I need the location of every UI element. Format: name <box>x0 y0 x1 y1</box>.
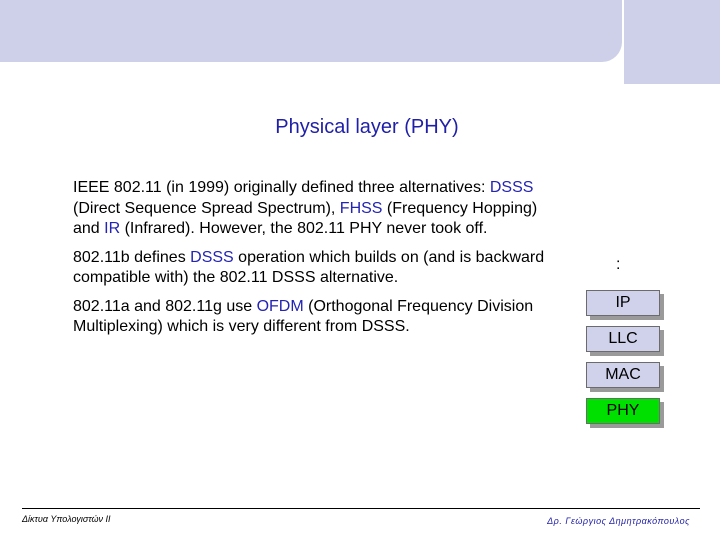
layer-llc: LLC <box>586 326 660 352</box>
text-segment: (Infrared). However, the 802.11 PHY never took off. <box>120 220 488 237</box>
slide-title: Physical layer (PHY) <box>275 116 459 138</box>
text-segment: (Frequency Hopping) and <box>73 199 538 237</box>
footer-author: Δρ. Γεώργιος Δημητρακόπουλος <box>547 516 690 526</box>
layer-ip: IP <box>586 290 660 316</box>
stack-ellipsis: : <box>616 256 621 273</box>
footer-divider <box>22 508 700 509</box>
layer-mac: MAC <box>586 362 660 388</box>
term-dsss: DSSS <box>190 248 234 266</box>
text-segment: (Orthogonal Frequency Division Multiplexing) which is very different from DSSS. <box>73 297 534 335</box>
layer-phy: PHY <box>586 398 660 424</box>
term-ofdm: OFDM <box>256 297 304 315</box>
footer-course: Δίκτυα Υπολογιστών ΙΙ <box>22 514 111 524</box>
text-segment: operation which builds on (and is backward compatible with) the 802.11 DSSS alternative. <box>73 248 545 286</box>
term-ir: IR <box>104 220 121 237</box>
header-decoration-gap <box>0 62 624 84</box>
paragraph-phy-alternatives <box>73 178 553 240</box>
paragraph-80211ag <box>73 297 553 338</box>
text-segment: 802.11a and 802.11g use <box>73 297 257 315</box>
term-dsss: DSSS <box>489 179 534 196</box>
text-segment: 802.11b defines <box>73 248 191 266</box>
term-fhss: FHSS <box>339 199 383 217</box>
text-segment: IEEE 802.11 (in 1999) originally defined three alternatives: <box>73 179 490 196</box>
header-decoration-tab <box>0 0 622 62</box>
paragraph-80211b <box>73 248 553 289</box>
text-segment: (Direct Sequence Spread Spectrum), <box>73 199 340 217</box>
slide-body <box>73 178 553 346</box>
